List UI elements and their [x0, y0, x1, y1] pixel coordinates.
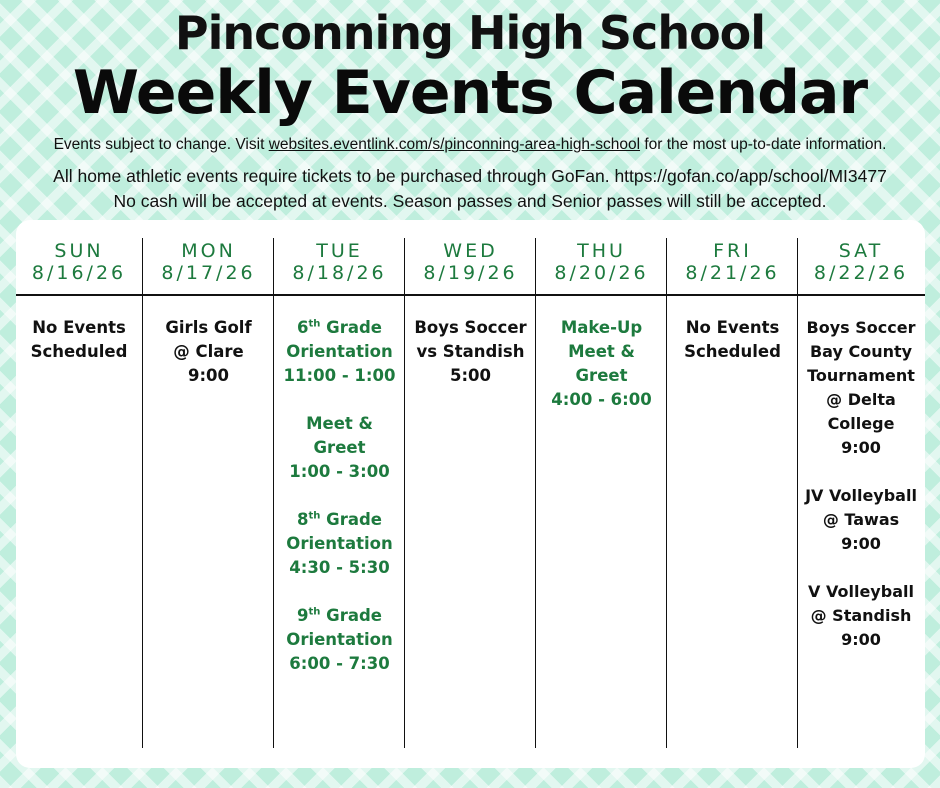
day-date: 8/18/26 [292, 262, 387, 284]
event-line: Meet & [306, 414, 373, 433]
day-events [16, 316, 142, 364]
day-header [405, 238, 536, 296]
event-line: 8th Grade [297, 510, 382, 529]
event-line: No Events [32, 318, 126, 337]
event-block [276, 412, 403, 484]
day-date: 8/19/26 [423, 262, 518, 284]
event-time: 4:30 - 5:30 [289, 558, 390, 577]
day-header [536, 238, 667, 296]
event-line: Make-Up [560, 318, 643, 337]
event-line: vs Standish [416, 342, 525, 361]
event-time: 9:00 [841, 534, 881, 553]
day-column-sun [16, 238, 142, 748]
eventlink-link[interactable]: websites.eventlink.com/s/pinconning-area-high-school [268, 136, 641, 153]
day-column-wed [404, 238, 536, 748]
event-line: 9:00 [187, 366, 230, 385]
event-time: 6:00 - 7:30 [289, 654, 390, 673]
day-name: WED [443, 240, 498, 262]
note-suffix: for the most up-to-date information. [640, 136, 887, 153]
day-events [405, 316, 536, 388]
event-line: @ Standish [810, 606, 912, 625]
day-column-tue [273, 238, 405, 748]
event-time: 9:00 [841, 438, 881, 457]
event-line: V Volleyball [808, 582, 914, 601]
event-line: Greet [575, 366, 628, 385]
event-block [276, 508, 403, 580]
page-title: Weekly Events Calendar [72, 58, 868, 128]
day-column-thu [535, 238, 667, 748]
event-block [276, 316, 403, 388]
day-date: 8/21/26 [685, 262, 780, 284]
day-name: TUE [316, 240, 363, 262]
event-line: Orientation [286, 630, 393, 649]
day-date: 8/16/26 [31, 262, 127, 284]
event-line: @ Tawas [822, 510, 900, 529]
event-line: 9th Grade [297, 606, 382, 625]
day-column-sat [797, 238, 924, 748]
day-header [798, 238, 924, 296]
day-date: 8/22/26 [813, 262, 909, 284]
event-line: 6th Grade [297, 318, 382, 337]
cash-notice: No cash will be accepted at events. Season passes and Senior passes will still be accepted. [113, 191, 827, 211]
day-name: SAT [838, 240, 884, 262]
event-block [800, 580, 922, 652]
event-line: Meet & [568, 342, 635, 361]
event-line: Boys Soccer [806, 318, 916, 337]
day-header [274, 238, 405, 296]
event-time: 4:00 - 6:00 [551, 390, 652, 409]
event-line: No Events [685, 318, 780, 337]
event-line: Greet [313, 438, 366, 457]
event-line: @ Delta [826, 390, 896, 409]
event-time: 9:00 [841, 630, 881, 649]
day-header [16, 238, 142, 296]
event-line: College [827, 414, 895, 433]
note-prefix: Events subject to change. Visit [53, 136, 269, 153]
event-line: Bay County [809, 342, 913, 361]
event-line: @ Clare [173, 342, 244, 361]
gofan-notice: All home athletic events require tickets to be purchased through GoFan. https://gofan.co/app/school/MI3477 [53, 166, 887, 186]
day-name: THU [577, 240, 626, 262]
event-line: Scheduled [684, 342, 781, 361]
update-note [0, 136, 940, 154]
event-time: 11:00 - 1:00 [283, 366, 396, 385]
day-date: 8/20/26 [554, 262, 649, 284]
event-block [800, 484, 922, 556]
day-events [667, 316, 798, 364]
event-line: Girls Golf [165, 318, 252, 337]
event-line: Orientation [286, 342, 393, 361]
event-line: Scheduled [30, 342, 128, 361]
day-events [798, 316, 924, 652]
calendar-card [16, 220, 925, 768]
day-header [667, 238, 798, 296]
day-name: FRI [713, 240, 752, 262]
day-date: 8/17/26 [161, 262, 256, 284]
event-line: Orientation [286, 534, 393, 553]
event-block [800, 316, 922, 460]
day-header [143, 238, 274, 296]
event-line: Tournament [807, 366, 915, 385]
event-time: 5:00 [449, 366, 492, 385]
event-time: 1:00 - 3:00 [289, 462, 390, 481]
day-column-mon [142, 238, 274, 748]
day-events [536, 316, 667, 412]
event-block [276, 604, 403, 676]
school-name: Pinconning High School [174, 6, 766, 60]
day-name: SUN [54, 240, 104, 262]
event-line: Boys Soccer [414, 318, 527, 337]
day-column-fri [666, 238, 798, 748]
day-events [143, 316, 274, 388]
day-name: MON [181, 240, 236, 262]
event-line: JV Volleyball [805, 486, 917, 505]
day-events [274, 316, 405, 676]
